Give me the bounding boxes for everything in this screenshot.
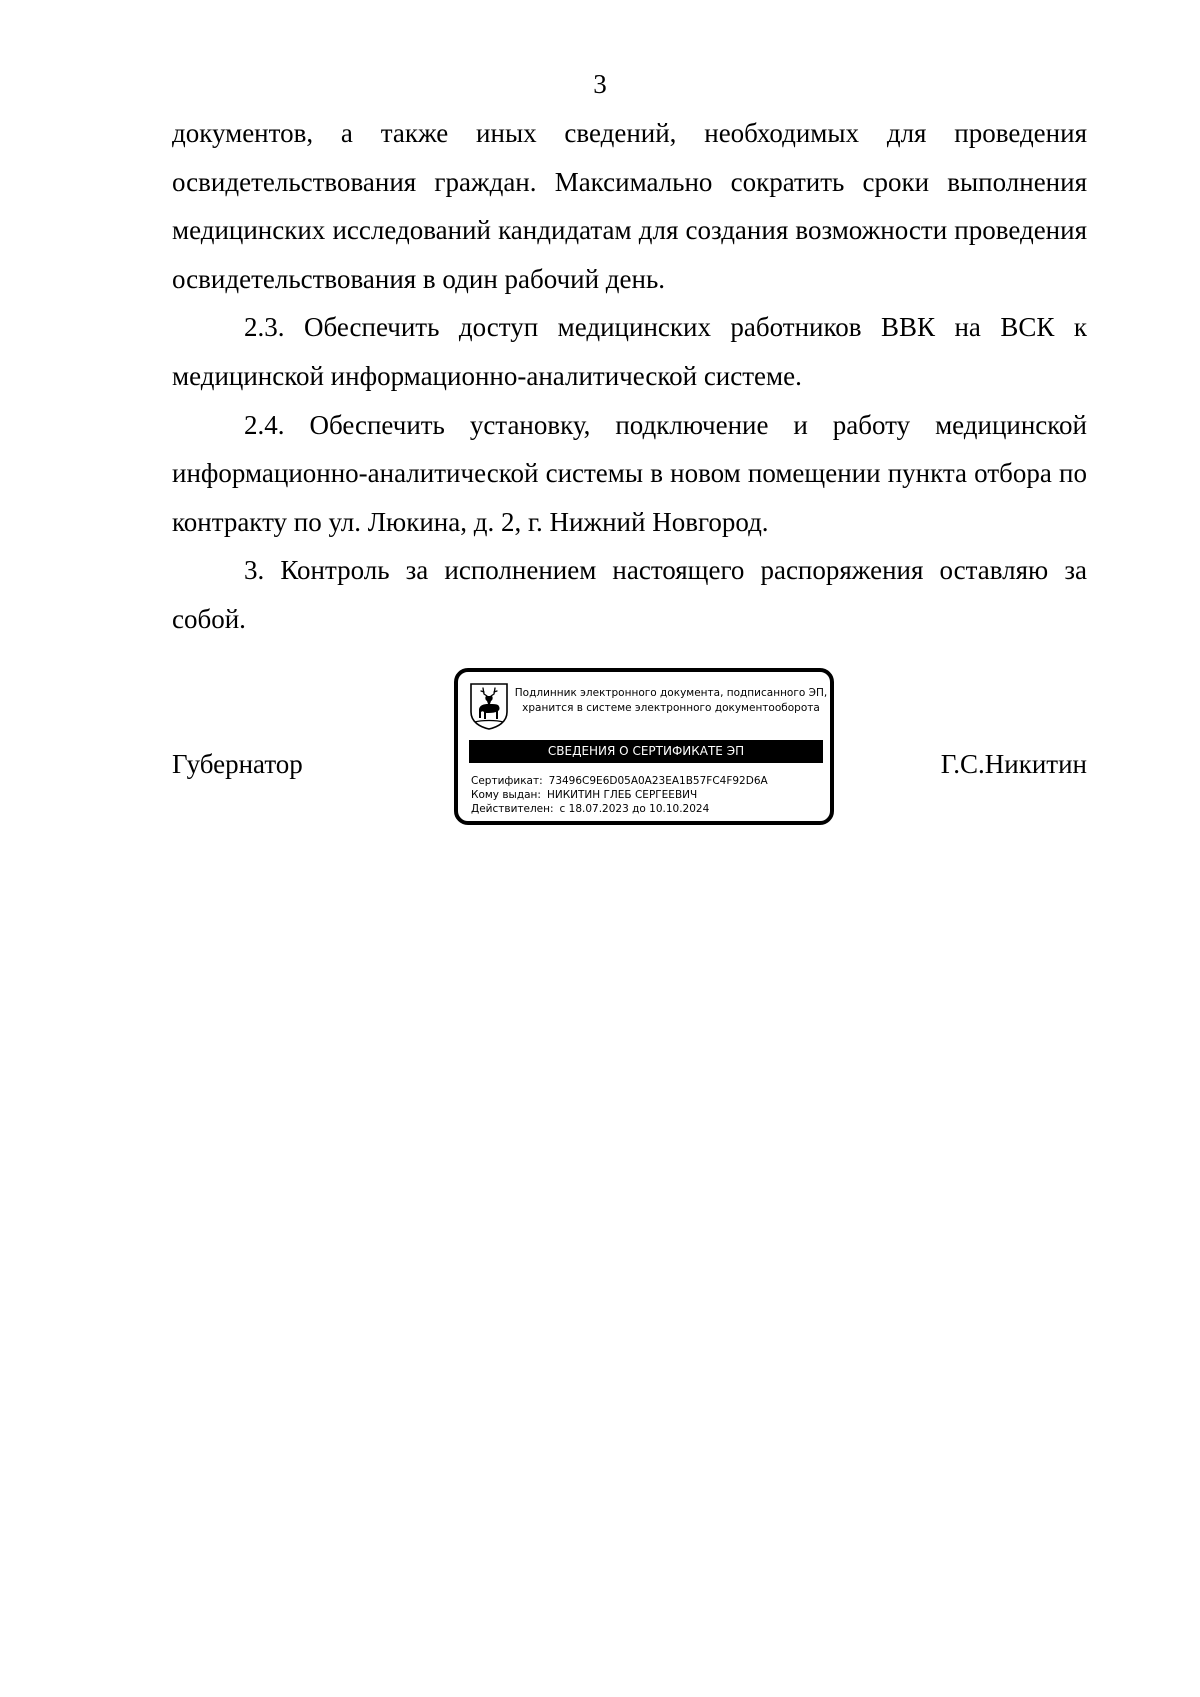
signer-name: Г.С.Никитин bbox=[940, 749, 1087, 779]
stamp-note-line-1: Подлинник электронного документа, подписанного ЭП, bbox=[514, 687, 828, 699]
paragraph-2-3: 2.3. Обеспечить доступ медицинских работников ВВК на ВСК к медицинской информационно-аналитической системе. bbox=[172, 312, 1087, 391]
signature-block bbox=[172, 668, 1087, 838]
certificate-details bbox=[471, 774, 825, 816]
validity-row bbox=[471, 802, 825, 816]
signer-position: Губернатор bbox=[172, 749, 303, 779]
stamp-header: СВЕДЕНИЯ О СЕРТИФИКАТЕ ЭП bbox=[469, 740, 823, 763]
validity-value: с 18.07.2023 до 10.10.2024 bbox=[559, 803, 710, 815]
electronic-signature-stamp bbox=[454, 668, 834, 825]
certificate-value: 73496C9E6D05A0A23EA1B57FC4F92D6A bbox=[548, 775, 768, 787]
stamp-note bbox=[514, 686, 828, 716]
document-body bbox=[172, 109, 1087, 644]
page-number: 3 bbox=[593, 69, 607, 99]
paragraph-3-control: 3. Контроль за исполнением настоящего распоряжения оставляю за собой. bbox=[172, 555, 1087, 634]
certificate-row bbox=[471, 774, 825, 788]
issued-to-row bbox=[471, 788, 825, 802]
issued-to-label: Кому выдан: bbox=[471, 789, 541, 801]
paragraph-continuation: документов, а также иных сведений, необходимых для проведения освидетельствования граждан. Максимально сократить сроки выполнения медицинских исследований кандидатам для создания возможности проведения освидетельствования в один рабочий день. bbox=[172, 118, 1087, 294]
coat-of-arms-icon bbox=[469, 682, 509, 730]
paragraph-2-4: 2.4. Обеспечить установку, подключение и работу медицинской информационно-аналитической системы в новом помещении пункта отбора по контракту по ул. Люкина, д. 2, г. Нижний Новгород. bbox=[172, 409, 1087, 537]
stamp-note-line-2: хранится в системе электронного документооборота bbox=[522, 702, 820, 714]
certificate-label: Сертификат: bbox=[471, 775, 543, 787]
validity-label: Действителен: bbox=[471, 803, 554, 815]
issued-to-value: НИКИТИН ГЛЕБ СЕРГЕЕВИЧ bbox=[546, 789, 698, 801]
